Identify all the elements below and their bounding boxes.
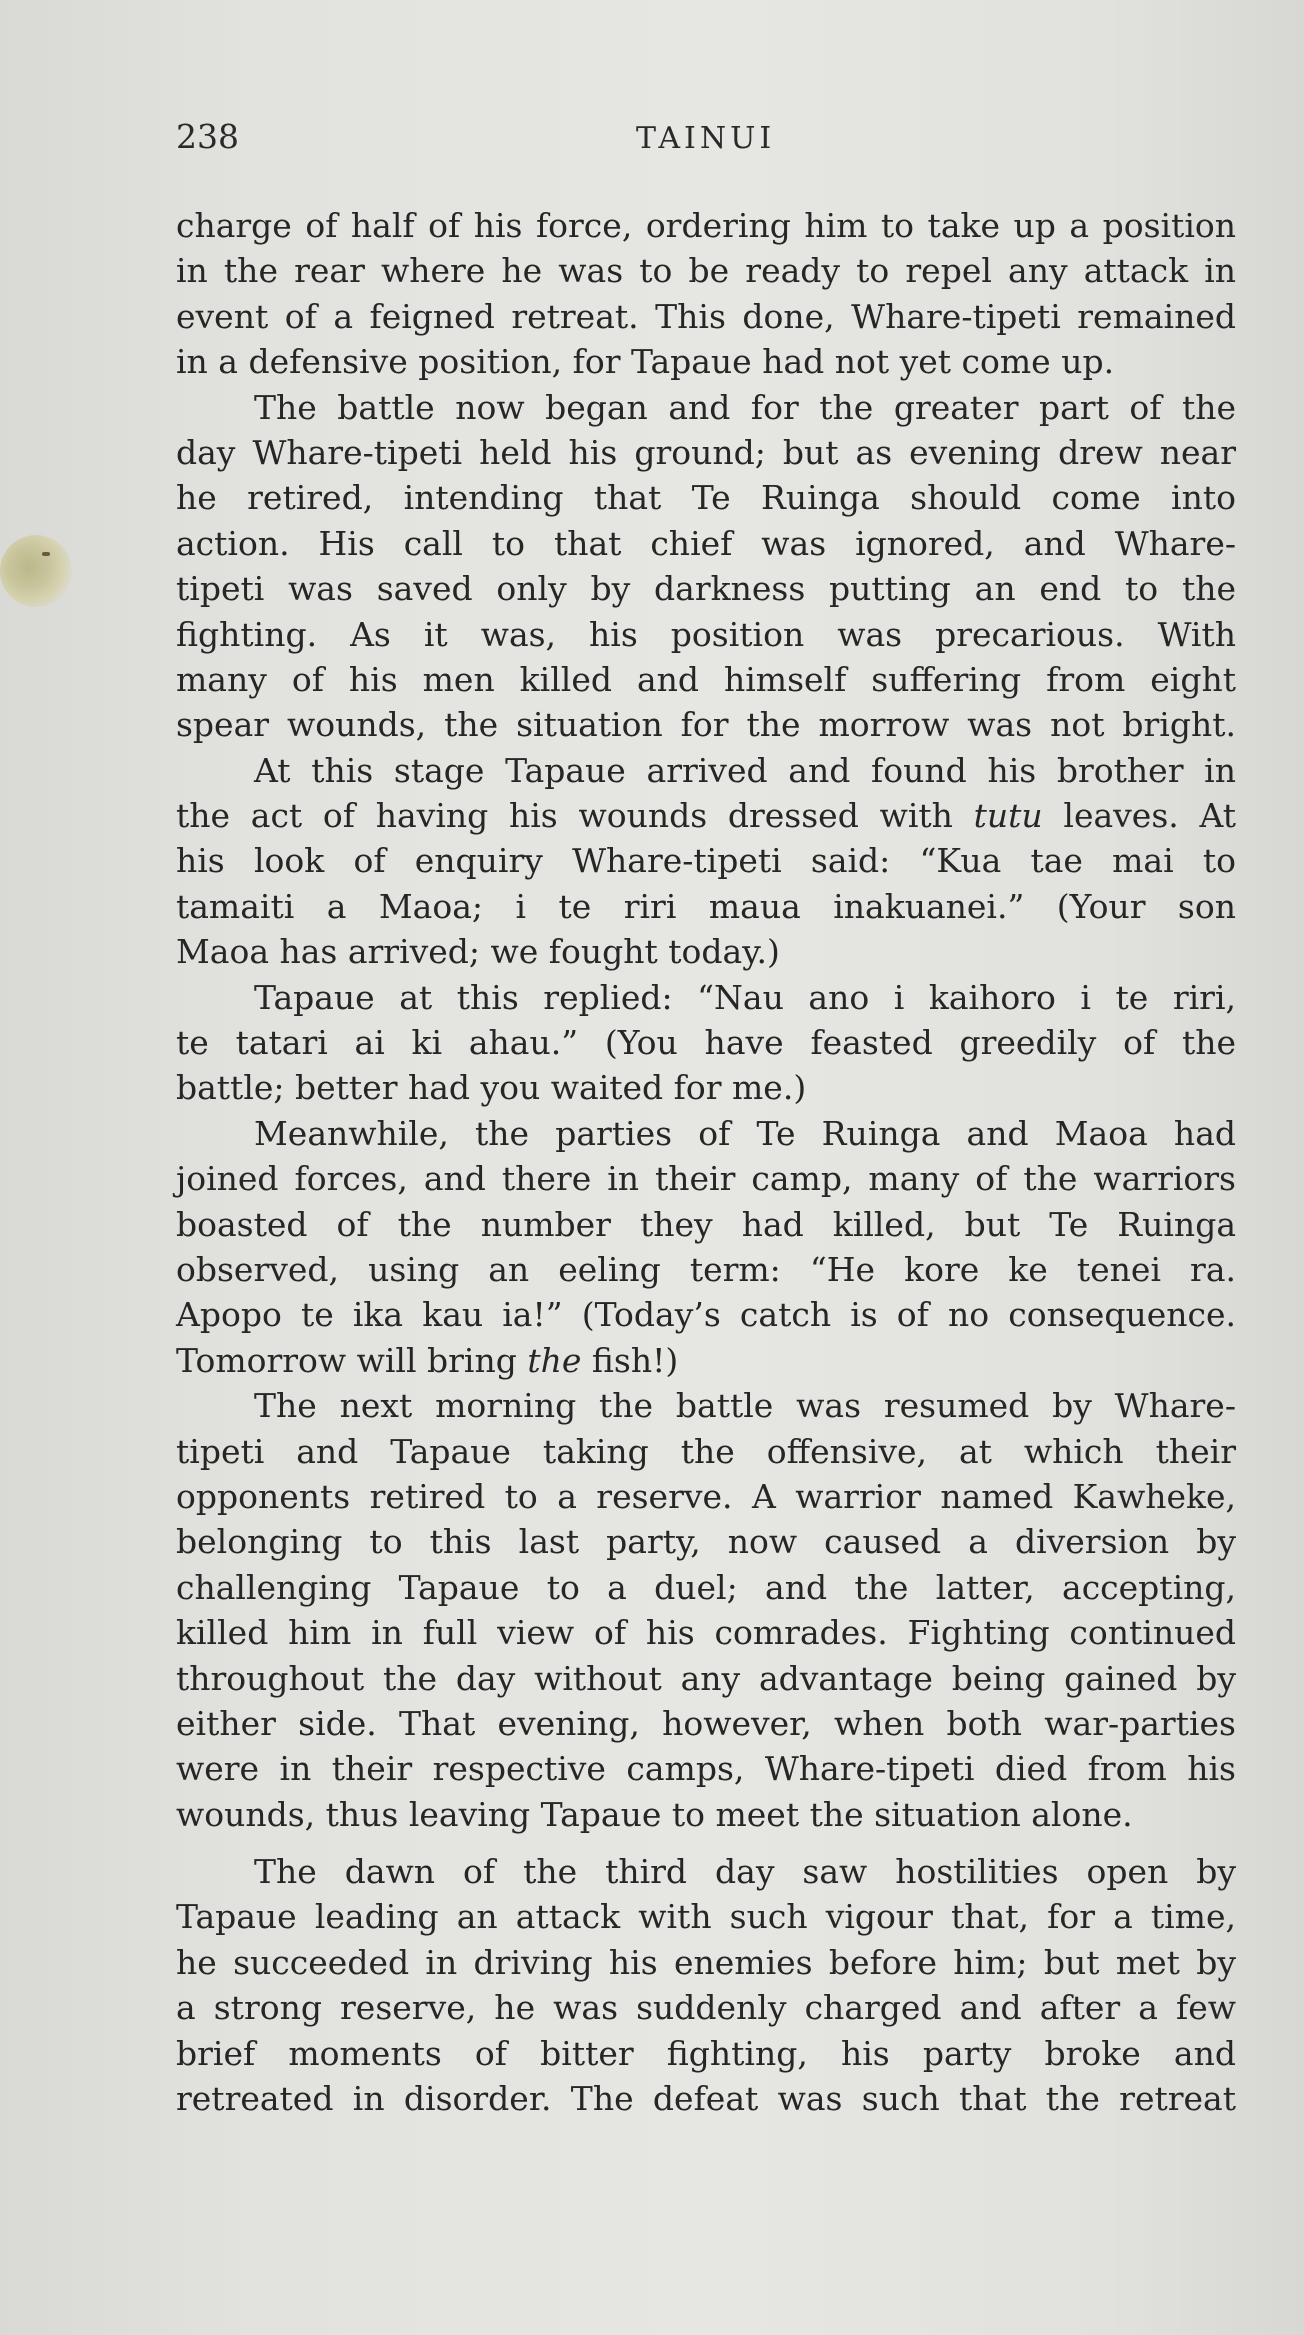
text-line: spear wounds, the situation for the morrow was not bright. [176,705,1236,745]
paragraph-start-line: At this stage Tapaue arrived and found his brother in [254,750,1236,790]
italic-word: tutu [973,796,1043,836]
text-line: throughout the day without any advantage being gained by [176,1658,1236,1698]
paragraph-start-line: The battle now began and for the greater part of the [254,387,1236,427]
text-line: brief moments of bitter fighting, his party broke and [176,2033,1236,2073]
page-number: 238 [176,117,239,156]
text-line: tipeti and Tapaue taking the offensive, at which their [176,1431,1236,1471]
body-text [176,203,1236,2121]
text-line: belonging to this last party, now caused a diversion by [176,1522,1236,1562]
text-line: wounds, thus leaving Tapaue to meet the situation alone. [176,1794,1133,1834]
text-line: battle; better had you waited for me.) [176,1068,807,1108]
text-line: he succeeded in driving his enemies before him; but met by [176,1942,1236,1982]
text-line: he retired, intending that Te Ruinga should come into [176,478,1236,518]
text-line: fighting. As it was, his position was precarious. With [176,614,1236,654]
paragraph-gap [176,1837,1236,1849]
text-line: challenging Tapaue to a duel; and the latter, accepting, [176,1567,1236,1607]
text-line: in a defensive position, for Tapaue had not yet come up. [176,342,1115,382]
text-line: tamaiti a Maoa; i te riri maua inakuanei.” (Your son [176,886,1236,926]
text-line: event of a feigned retreat. This done, Whare-tipeti remained [176,296,1236,336]
running-title: TAINUI [636,121,776,156]
text-line: charge of half of his force, ordering him to take up a position [176,206,1236,245]
paragraph-start-line: The dawn of the third day saw hostilities open by [254,1852,1236,1892]
text-line: joined forces, and there in their camp, many of the warriors [176,1159,1236,1199]
paragraph-start-line: The next morning the battle was resumed by Whare- [254,1386,1236,1426]
text-run: fish!) [581,1340,679,1380]
text-line: retreated in disorder. The defeat was such that the retreat [176,2079,1236,2119]
text-line: a strong reserve, he was suddenly charged and after a few [176,1988,1236,2028]
text-line: opponents retired to a reserve. A warrior named Kawheke, [176,1476,1236,1516]
text-run: Tomorrow will bring [176,1340,528,1380]
paragraph-start-line: Tapaue at this replied: “Nau ano i kaihoro i te riri, [254,977,1236,1017]
text-line: in the rear where he was to be ready to repel any attack in [176,251,1236,291]
italic-word: the [527,1340,582,1380]
text-line: observed, using an eeling term: “He kore ke tenei ra. [176,1249,1236,1289]
text-line: te tatari ai ki ahau.” (You have feasted greedily of the [176,1023,1236,1063]
text-line: Maoa has arrived; we fought today.) [176,932,780,972]
text-line: tipeti was saved only by darkness putting an end to the [176,569,1236,609]
paragraph-start-line: Meanwhile, the parties of Te Ruinga and Maoa had [254,1113,1236,1153]
page-stain-mark [42,552,50,556]
text-line: his look of enquiry Whare-tipeti said: “Kua tae mai to [176,841,1236,881]
text-run: leaves. At [1042,796,1236,836]
text-run: the act of having his wounds dressed with [176,796,974,836]
text-line: action. His call to that chief was ignored, and Whare- [176,523,1236,563]
text-line: boasted of the number they had killed, but Te Ruinga [176,1204,1236,1244]
text-line: day Whare-tipeti held his ground; but as evening drew near [176,432,1236,472]
text-line: were in their respective camps, Whare-tipeti died from his [176,1749,1236,1789]
text-line [176,793,1236,838]
text-line: Tapaue leading an attack with such vigour that, for a time, [176,1897,1236,1937]
text-line [176,1338,1236,1383]
text-line: Apopo te ika kau ia!” (Today’s catch is of no consequence. [176,1295,1236,1335]
page-stain [0,535,72,607]
page-header [176,113,1236,163]
text-line: killed him in full view of his comrades. Fighting continued [176,1613,1236,1653]
text-line: many of his men killed and himself suffering from eight [176,659,1236,699]
text-line: either side. That evening, however, when both war-parties [176,1703,1236,1743]
